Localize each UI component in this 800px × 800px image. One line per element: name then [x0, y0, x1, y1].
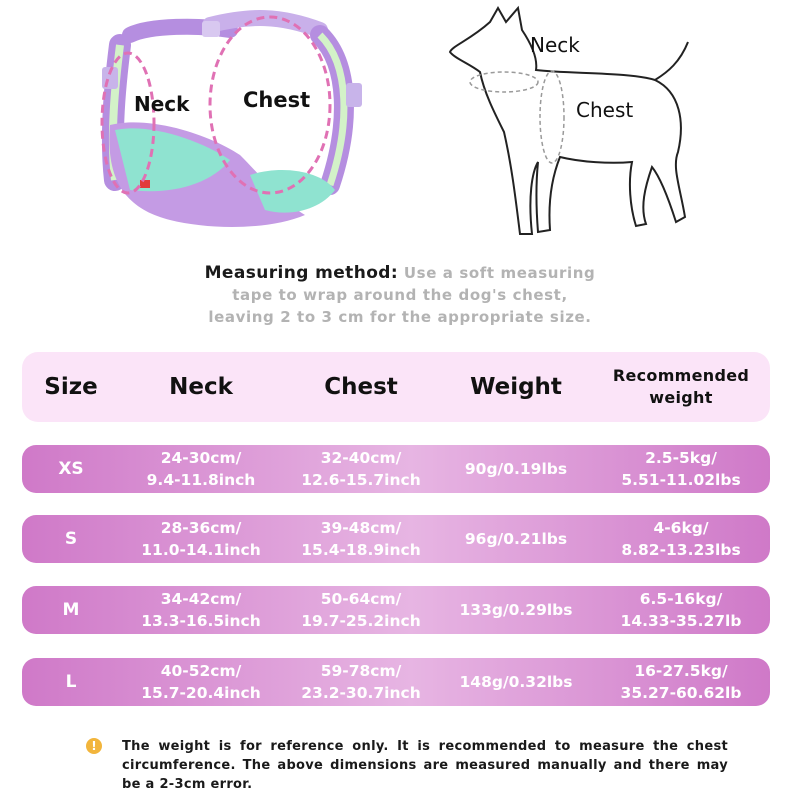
chest-cell	[282, 586, 440, 634]
size-row-m	[22, 586, 770, 634]
header-recommended-weight	[592, 352, 770, 422]
neck-cm: 24-30cm/	[160, 449, 242, 467]
recommended-kg: 4-6kg/	[653, 519, 709, 537]
recommended-lbs: 14.33-35.27lb	[620, 612, 742, 630]
weight-cell: 133g/0.29lbs	[459, 601, 573, 619]
neck-cell	[120, 445, 282, 493]
recommended-lbs: 35.27-60.62lb	[620, 684, 742, 702]
method-text-2: tape to wrap around the dog's chest,	[232, 286, 568, 304]
weight-cell: 96g/0.21lbs	[464, 530, 568, 548]
recommended-lbs: 5.51-11.02lbs	[621, 471, 741, 489]
header-neck: Neck	[169, 374, 233, 400]
size-row-s	[22, 515, 770, 563]
harness-neck-label: Neck	[134, 92, 190, 116]
recommended-lbs: 8.82-13.23lbs	[621, 541, 741, 559]
neck-inch: 13.3-16.5inch	[141, 612, 261, 630]
method-title: Measuring method:	[204, 263, 399, 283]
size-cell: L	[65, 672, 77, 692]
neck-cm: 28-36cm/	[160, 519, 242, 537]
chest-inch: 19.7-25.2inch	[301, 612, 421, 630]
header-chest: Chest	[324, 374, 398, 400]
chest-cm: 39-48cm/	[320, 519, 402, 537]
chest-inch: 15.4-18.9inch	[301, 541, 421, 559]
chest-cell	[282, 515, 440, 563]
measuring-method	[0, 262, 800, 328]
chest-cm: 32-40cm/	[320, 449, 402, 467]
dog-neck-label: Neck	[530, 33, 580, 57]
header-recommended-line-2: weight	[649, 388, 713, 407]
neck-inch: 15.7-20.4inch	[141, 684, 261, 702]
chest-cell	[282, 658, 440, 706]
header-weight: Weight	[470, 374, 562, 400]
chest-cm: 59-78cm/	[320, 662, 402, 680]
method-text-3: leaving 2 to 3 cm for the appropriate size.	[208, 308, 592, 326]
weight-cell: 90g/0.19lbs	[464, 460, 568, 478]
header-size: Size	[44, 374, 98, 400]
recommended-weight-cell	[592, 445, 770, 493]
harness-illustration	[90, 5, 390, 245]
chest-inch: 23.2-30.7inch	[301, 684, 421, 702]
recommended-weight-cell	[592, 586, 770, 634]
size-cell: XS	[58, 459, 84, 479]
footnote-text: The weight is for reference only. It is recommended to measure the chest circumference. The above dimensions are measured manually and there may be a 2-3cm error.	[122, 739, 728, 792]
method-line-1	[0, 262, 800, 284]
recommended-kg: 16-27.5kg/	[634, 662, 728, 680]
dog-chest-label: Chest	[576, 98, 634, 122]
recommended-weight-cell	[592, 658, 770, 706]
size-cell: S	[64, 529, 78, 549]
method-text-1: Use a soft measuring	[403, 264, 596, 282]
neck-cm: 34-42cm/	[160, 590, 242, 608]
neck-inch: 11.0-14.1inch	[141, 541, 261, 559]
recommended-kg: 6.5-16kg/	[639, 590, 723, 608]
neck-cell	[120, 586, 282, 634]
size-row-xs	[22, 445, 770, 493]
harness-chest-label: Chest	[243, 88, 311, 112]
warning-icon: !	[86, 738, 102, 754]
neck-cell	[120, 658, 282, 706]
recommended-kg: 2.5-5kg/	[645, 449, 717, 467]
illustrations	[0, 0, 800, 250]
size-row-l	[22, 658, 770, 706]
chest-cell	[282, 445, 440, 493]
recommended-weight-cell	[592, 515, 770, 563]
neck-cm: 40-52cm/	[160, 662, 242, 680]
size-table-header	[22, 352, 770, 422]
weight-cell: 148g/0.32lbs	[459, 673, 573, 691]
chest-cm: 50-64cm/	[320, 590, 402, 608]
header-recommended-line-1: Recommended	[612, 366, 750, 385]
size-cell: M	[62, 600, 80, 620]
neck-inch: 9.4-11.8inch	[146, 471, 256, 489]
chest-inch: 12.6-15.7inch	[301, 471, 421, 489]
neck-cell	[120, 515, 282, 563]
